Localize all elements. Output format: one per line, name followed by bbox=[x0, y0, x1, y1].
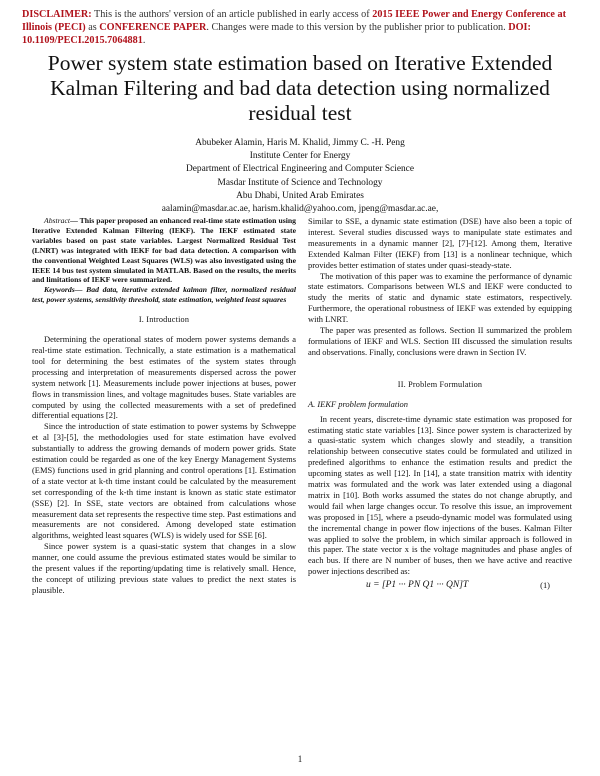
disclaimer-doi: DOI: 10.1109/PECI.2015.7064881 bbox=[22, 22, 531, 46]
equation-number: (1) bbox=[540, 580, 550, 591]
disclaimer-venue: 2015 IEEE Power and Energy Conference at Illinois (PECI) bbox=[22, 9, 566, 33]
paragraph: The paper was presented as follows. Section II summarized the problem formulations of IEKF and WLS. Section III discussed the simulation results and observations. Finally, conclusions were drawn in Section IV. bbox=[308, 325, 572, 357]
author-affiliation: Masdar Institute of Science and Technology bbox=[217, 177, 383, 188]
author-names: Abubeker Alamin, Haris M. Khalid, Jimmy C. -H. Peng bbox=[195, 138, 405, 148]
disclaimer-text: . bbox=[142, 35, 146, 46]
disclaimer-text: . Changes were made to this version by the publisher prior to publication. bbox=[206, 22, 509, 33]
equation-expression: u = [P1 ··· PN Q1 ··· QN]T bbox=[366, 580, 469, 591]
section-heading: II. Problem Formulation bbox=[397, 379, 483, 389]
author-affiliation: Institute Center for Energy bbox=[249, 151, 351, 162]
page-number: 1 bbox=[297, 754, 303, 764]
abstract-text: This paper proposed an enhanced real-time state estimation using Iterative Extended Kalman Filtering (IEKF). The IEKF estimated state variables based on past state variables. Largest Normalized Residual Test (LNRT) was integrated with IEKF for bad data detection. A comparison with the conventional Weighted Least Squares (WLS) was also investigated using the IEEE 14 bus test system simulated in MATLAB. Based on the results, the merits and limitations of IEKF were summarized. bbox=[32, 216, 296, 285]
keywords-label: Keywords bbox=[44, 285, 75, 295]
disclaimer-paper-type: CONFERENCE PAPER bbox=[99, 22, 207, 33]
left-column bbox=[32, 216, 296, 596]
author-affiliation: Department of Electrical Engineering and Computer Science bbox=[185, 164, 415, 175]
disclaimer-text: as bbox=[85, 22, 100, 33]
abstract bbox=[32, 216, 296, 285]
paragraph: Since power system is a quasi-static system that changes in a slow manner, one could assume the previous estimated states would be similar to the present values if the reporting/updating time is relatively small. Hence, the concept of utilizing previous state values to predict the next states is plausible. bbox=[32, 541, 296, 595]
right-column bbox=[308, 216, 572, 597]
paragraph: Similar to SSE, a dynamic state estimation (DSE) have also been a topic of interest. Several studies discussed ways to manipulate state estimates and measurements in a dynamic manner [2], [7]-[12]. Among them, Iterative Extended Kalman Filter (IEKF) from [13] is a nonlinear technique, which provides better estimation of states under quasi-steady-state. bbox=[308, 216, 572, 270]
keywords-text: — Bad data, iterative extended kalman filter, normalized residual test, power systems, sensitivity threshold, state estimation, weighted least squares bbox=[32, 285, 296, 305]
keywords bbox=[32, 285, 296, 305]
subsection-heading: A. IEKF problem formulation bbox=[308, 398, 408, 409]
disclaimer-text: This is the authors' version of an article published in early access of bbox=[91, 9, 373, 20]
disclaimer-banner bbox=[22, 8, 584, 47]
abstract-dash: — bbox=[70, 216, 80, 225]
author-location: Abu Dhabi, United Arab Emirates bbox=[236, 190, 364, 201]
paragraph: In recent years, discrete-time dynamic state estimation was proposed for estimating static state variables [13]. Since power system is characterized by a quasi-static system which changes slowly and steadily, a transition relationship between consecutive states could be formulated and utilized in predefined algorithms to enhance the estimation results and predict the upcoming states as well [12]. In [14], a state transition matrix with identity matrix was formulated and the work was later extended using a diagonal matrix in [10]. Both works assumed the states do not change abruptly, and would fail when large changes occur. To resolve this issue, an improvement was proposed in [15], where a pseudo-dynamic model was formulated using the incremental change in power flow injections of the buses. Kalman Filter was applied to solve the problem, in which similar approach is followed in this paper. The state vector x is the voltage magnitudes and phase angles of each bus. If there are N number of buses, then we have active and reactive power injections described as: bbox=[308, 413, 572, 577]
abstract-label: Abstract bbox=[44, 216, 71, 225]
paper-title: Power system state estimation based on Iterative Extended Kalman Filtering and bad data detection using normalized residual test bbox=[47, 51, 553, 125]
paragraph: The motivation of this paper was to examine the performance of dynamic state estimators. Comparisons between WLS and IEKF were conducted to study the merits of static and dynamic state estimators, respectively. Furthermore, the operational robustness of IEKF was extended by equipping with LNRT. bbox=[308, 270, 572, 325]
paragraph: Since the introduction of state estimation to power systems by Schweppe et al [3]-[5], the methodologies used for state estimation have evolved substantially to address the growing demands of modern power grids. State estimation could be regarded as one of the key Energy Management Systems (EMS) functions used in grid planning and control operations [1]. Estimation of a state vector at k-th time instant could be calculated by the measurement set corresponding of the k-th time instant is known as static state estimator (SSE) [2]. In SSE, state vectors are obtained from calculations whose measurement data set represents the respective time step. Past estimations and measurements are not considered. Among developed state estimation algorithms, weighted least squares (WLS) is widely used for SSE [6]. bbox=[32, 421, 296, 541]
disclaimer-label: DISCLAIMER: bbox=[22, 9, 92, 20]
section-heading: I. Introduction bbox=[138, 315, 190, 325]
author-emails: aalamin@masdar.ac.ae, harism.khalid@yahoo.com, jpeng@masdar.ac.ae, bbox=[161, 204, 439, 215]
equation-1 bbox=[308, 580, 572, 594]
author-block bbox=[100, 137, 500, 216]
paragraph: Determining the operational states of modern power systems demands a real-time state estimation. Technically, a state estimation is a mathematical tool for determining the best estimates of the system states through processing and interpretation of measurements dispersed across the power system network [1]. Measurements include power injections at buses, power flows in transmission lines, and voltage magnitudes buses. State variables are computed by using the collected measurements with a set of predefined differential equations [2]. bbox=[32, 334, 296, 421]
